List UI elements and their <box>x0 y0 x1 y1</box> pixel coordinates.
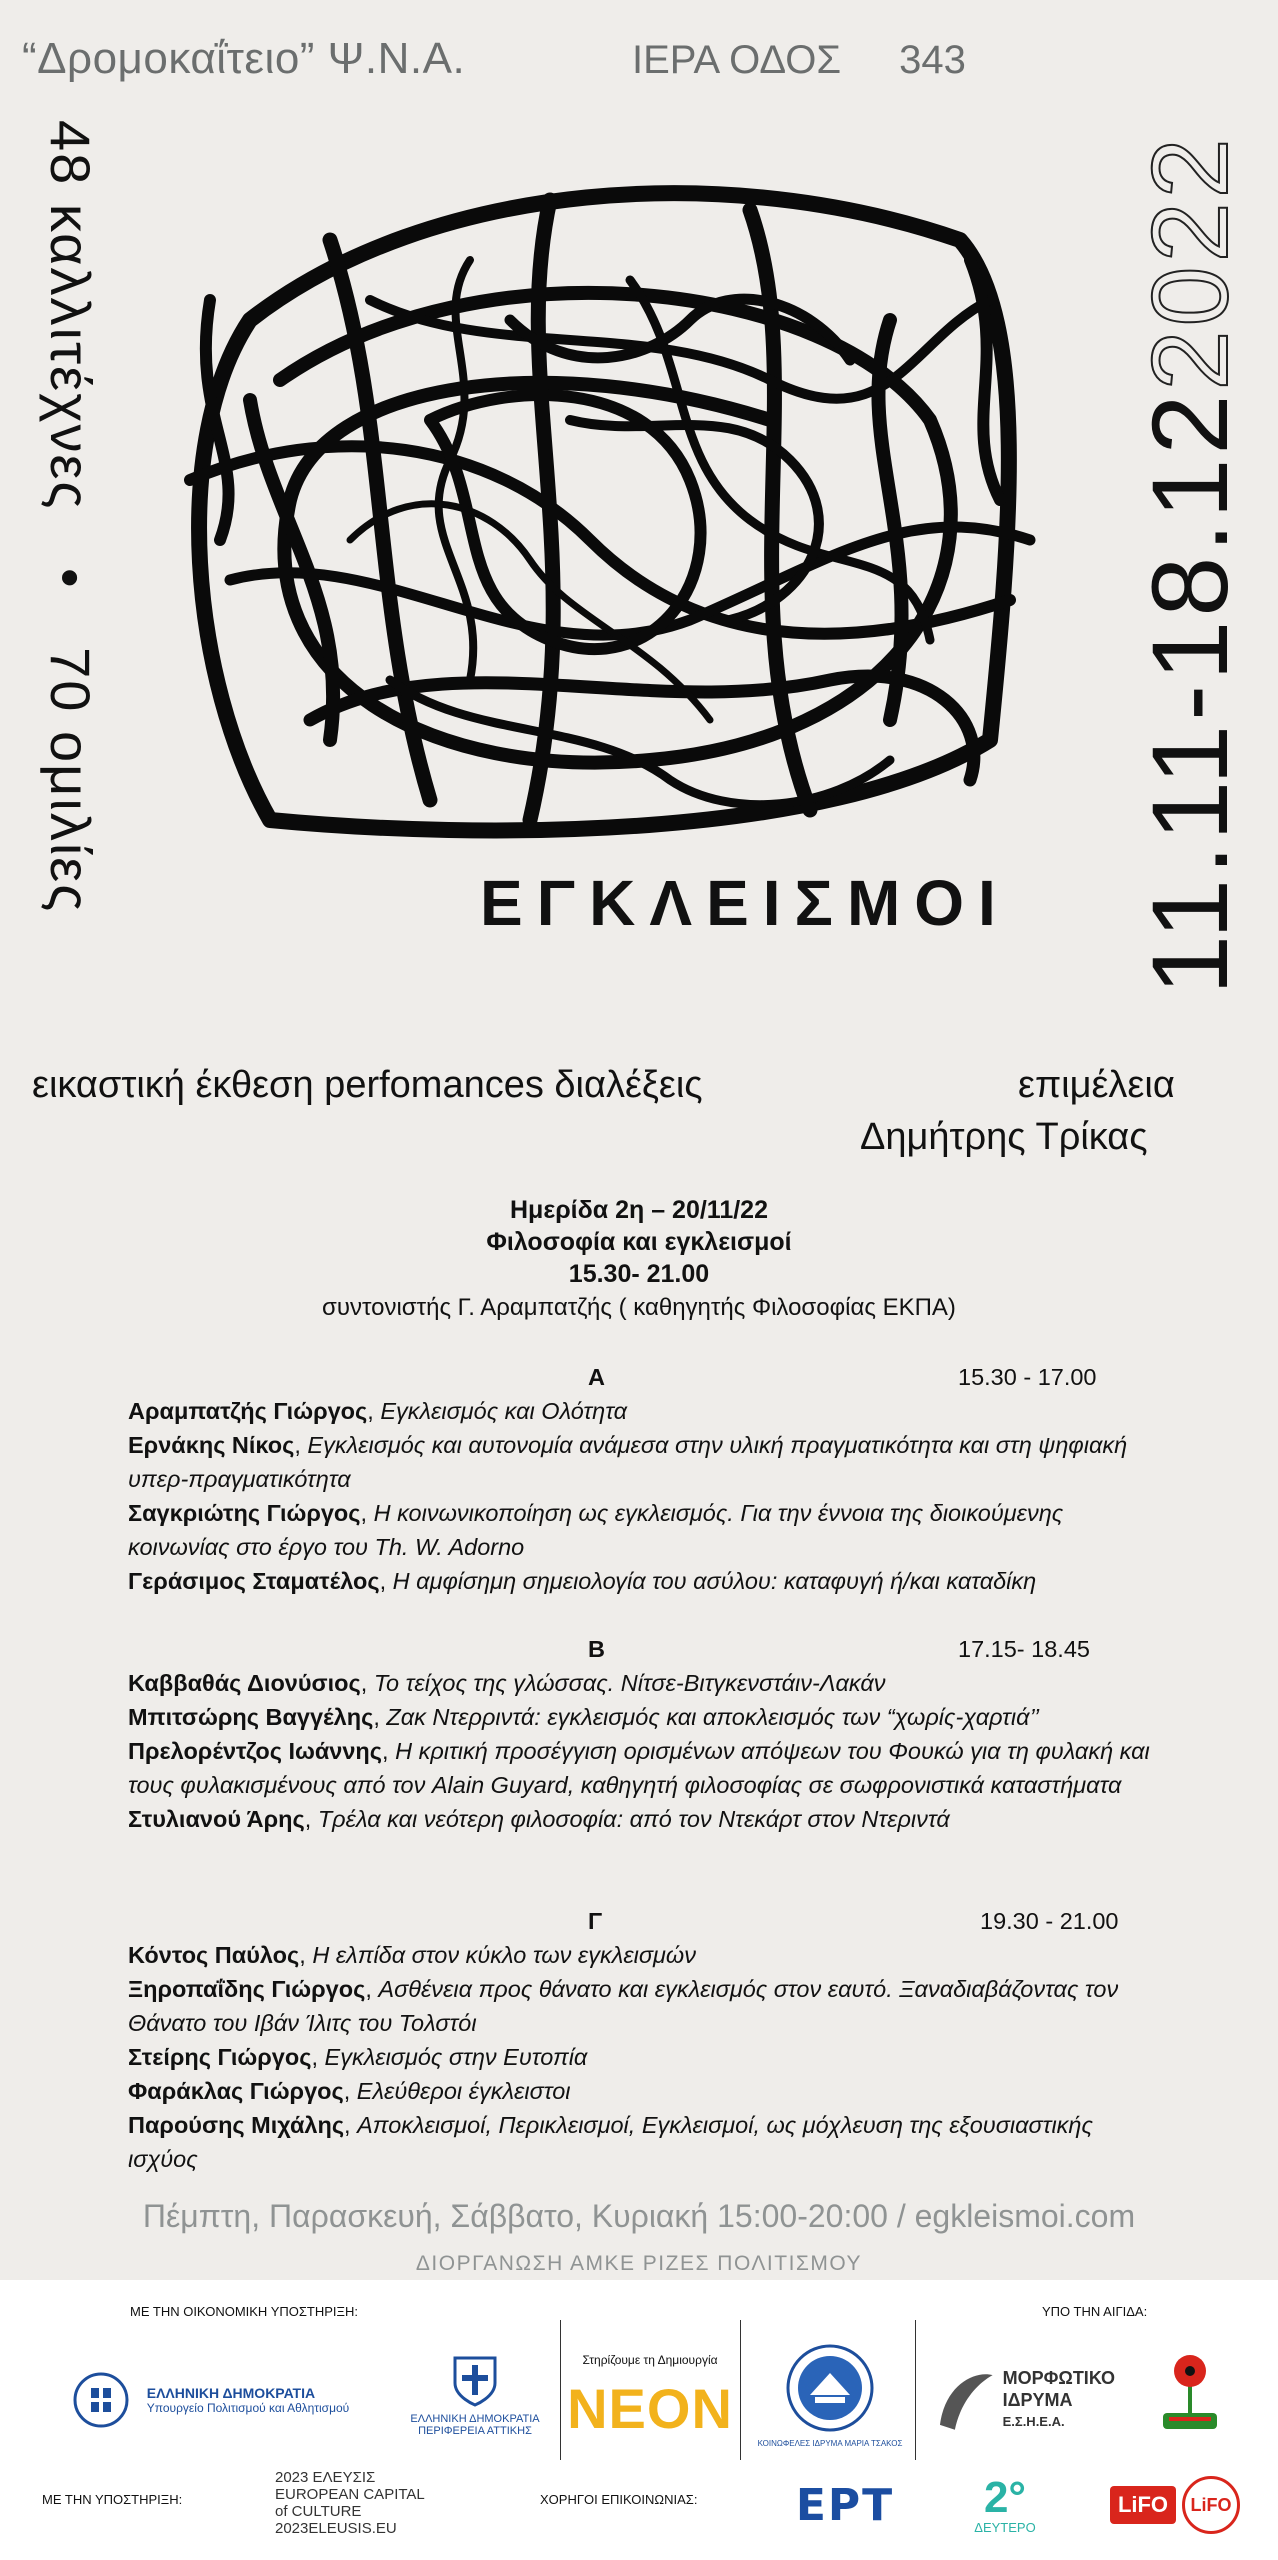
venue-name: “Δρομοκαΐτειο” Ψ.Ν.Α. <box>22 34 466 83</box>
greek-emblem-icon <box>450 2353 500 2407</box>
day-title: Ημερίδα 2η – 20/11/22 <box>509 1196 768 1224</box>
talk-item: Στείρης Γιώργος, Εγκλεισμός στην Ευτοπία <box>128 2044 588 2070</box>
speakers-count: 70 ομιλίες <box>39 647 102 914</box>
media-sponsors-label: ΧΟΡΗΓΟΙ ΕΠΙΚΟΙΝΩΝΙΑΣ: <box>540 2492 698 2507</box>
date-year: 2022 <box>1129 134 1250 391</box>
talk-item: Στυλιανού Άρης, Τρέλα και νεότερη φιλοσοφία: από τον Ντεκάρτ στον Ντεριντά <box>128 1806 950 1832</box>
ministry-sub: Υπουργείο Πολιτισμού και Αθλητισμού <box>146 2401 350 2415</box>
venue-address <box>632 38 966 83</box>
exhibition-title: ΕΓΚΛΕΙΣΜΟΙ <box>480 867 1010 939</box>
talk-item: Γεράσιμος Σταματέλος, Η αμφίσημη σημειολογία του ασύλου: καταφυγή ή/και καταδίκη <box>128 1568 1037 1594</box>
session-letter: Γ <box>588 1908 603 1934</box>
artists-count: 48 καλλιτέχνες <box>39 120 102 511</box>
ert-logo <box>780 2470 910 2540</box>
talk-title: Τρέλα και νεότερη φιλοσοφία: από τον Ντεκάρτ στον Ντεριντά <box>317 1806 950 1832</box>
side-stats <box>38 120 103 913</box>
tsakos-foundation-logo <box>750 2320 910 2470</box>
deftero-programma-logo <box>940 2465 1070 2545</box>
talk-title: Αποκλεισμοί, Περικλεισμοί, Εγκλεισμοί, ως μόχλευση της εξουσιαστικής ισχύος <box>128 2112 1093 2172</box>
ministry-name: ΕΛΛΗΝΙΚΗ ΔΗΜΟΚΡΑΤΙΑ <box>146 2385 316 2401</box>
support-label: ΜΕ ΤΗΝ ΥΠΟΣΤΗΡΙΞΗ: <box>42 2492 183 2507</box>
talk-title: Ασθένεια προς θάνατο και εγκλεισμός στον εαυτό. Ξαναδιαβάζοντας τον Θάνατο του Ιβάν Ίλιτς του Τολστόι <box>128 1976 1119 2036</box>
day-time: 15.30- 21.00 <box>568 1260 710 1288</box>
talk-title: Η αμφίσημη σημειολογία του ασύλου: καταφυγή ή/και καταδίκη <box>392 1568 1037 1594</box>
talk-title: Η ελπίδα στον κύκλο των εγκλεισμών <box>312 1942 696 1968</box>
speaker-name: Στυλιανού Άρης <box>128 1806 305 1832</box>
talk-title: Εγκλεισμός και Ολότητα <box>380 1398 628 1424</box>
opening-hours-website: Πέμπτη, Παρασκευή, Σάββατο, Κυριακή 15:00-20:00 / egkleismoi.com <box>142 2198 1136 2234</box>
neon-wordmark: NEON <box>567 2377 733 2440</box>
separator-dot: • <box>39 567 102 590</box>
talk-item: Κόντος Παύλος, Η ελπίδα στον κύκλο των εγκλεισμών <box>128 1942 696 1968</box>
session-time: 15.30 - 17.00 <box>958 1364 1097 1390</box>
talk-item: Μπιτσώρης Βαγγέλης, Ζακ Ντερριντά: εγκλεισμός και αποκλεισμός των “χωρίς-χαρτιά’’ <box>128 1704 1040 1730</box>
road-name: ΙΕΡΑ ΟΔΟΣ <box>632 38 842 82</box>
talk-title: Το τείχος της γλώσσας. Νίτσε-Βιτγκενστάιν-Λακάν <box>373 1670 886 1696</box>
region-name: ΕΛΛΗΝΙΚΗ ΔΗΜΟΚΡΑΤΙΑ <box>410 2413 540 2425</box>
region-attica-logo <box>395 2320 555 2470</box>
session-letter: Α <box>588 1364 605 1390</box>
eshea-line2: ΙΔΡΥΜΑ <box>1002 2390 1073 2410</box>
talk-title: Η κοινωνικοποίηση ως εγκλεισμός. Για την έννοια της διοικούμενης κοινωνίας στο έργο του Th. W. Adorno <box>128 1500 1064 1560</box>
foundation-caption: ΚΟΙΝΩΦΕΛΕΣ ΙΔΡΥΜΑ ΜΑΡΙΑ ΤΣΑΚΟΣ <box>757 2438 903 2448</box>
talk-title: Ελεύθεροι έγκλειστοι <box>356 2078 571 2104</box>
session-time: 19.30 - 21.00 <box>980 1908 1119 1934</box>
logo-divider <box>915 2320 916 2460</box>
elefsis-text: 2023 ΕΛΕΥΣΙΣ EUROPEAN CAPITAL of CULTURE 2023ELEUSIS.EU <box>275 2469 425 2537</box>
talk-item: Πρελορέντζος Ιωάννης, Η κριτική προσέγγιση ορισμένων απόψεων του Φουκώ για τη φυλακή και τους φυλακισμένους από τον Alain Guyard, καθηγητή φιλοσοφίας σε σωφρονιστικά καταστήματα <box>128 1738 1150 1798</box>
speaker-name: Αραμπατζής Γιώργος <box>128 1398 368 1424</box>
talk-item: Σαγκριώτης Γιώργος, Η κοινωνικοποίηση ως εγκλεισμός. Για την έννοια της διοικούμενης κοινωνίας στο έργο του Th. W. Adorno <box>128 1500 1064 1560</box>
organizer-credit: ΔΙΟΡΓΑΝΩΣΗ ΑΜΚΕ ΡΙΖΕΣ ΠΟΛΙΤΙΣΜΟΥ <box>415 2252 863 2275</box>
session-header <box>128 1360 1168 1394</box>
scribble-artwork <box>130 120 1050 900</box>
region-sub: ΠΕΡΙΦΕΡΕΙΑ ΑΤΤΙΚΗΣ <box>418 2425 532 2437</box>
neon-logo <box>567 2320 733 2470</box>
speaker-name: Ξηροπαΐδης Γιώργος <box>128 1976 366 2002</box>
curator-name: Δημήτρης Τρίκας <box>860 1116 1148 1158</box>
talk-item: Ερνάκης Νίκος, Εγκλεισμός και αυτονομία ανάμεσα στην υλική πραγματικότητα και στη ψηφιακή υπερ-πραγματικότητα <box>128 1432 1128 1492</box>
eshea-line1: ΜΟΡΦΩΤΙΚΟ <box>1002 2368 1115 2388</box>
talk-title: Εγκλεισμός και αυτονομία ανάμεσα στην υλική πραγματικότητα και στη ψηφιακή υπερ-πραγματικότητα <box>128 1432 1128 1492</box>
session-time: 17.15- 18.45 <box>958 1636 1090 1662</box>
ministry-logo <box>30 2340 390 2460</box>
speaker-name: Φαράκλας Γιώργος <box>128 2078 344 2104</box>
auspices-label: ΥΠΟ ΤΗΝ ΑΙΓΙΔΑ: <box>1042 2304 1148 2319</box>
session-c <box>128 1904 1168 2176</box>
speaker-name: Παρούσης Μιχάλης <box>128 2112 345 2138</box>
session-b <box>128 1632 1168 1836</box>
logo-divider <box>740 2320 741 2460</box>
session-letter: Β <box>588 1636 605 1662</box>
speaker-name: Κόντος Παύλος <box>128 1942 300 1968</box>
greek-emblem-icon <box>71 2370 131 2430</box>
neon-caption: Στηρίζουμε τη Δημιουργία <box>582 2353 718 2367</box>
financial-support-label: ΜΕ ΤΗΝ ΟΙΚΟΝΟΜΙΚΗ ΥΠΟΣΤΗΡΙΞΗ: <box>130 2304 358 2319</box>
exhibition-subtitle: εικαστική έκθεση perfomances διαλέξεις <box>32 1064 703 1106</box>
lifo-circle-wordmark: LiFO <box>1182 2476 1240 2534</box>
sponsor-band <box>0 2280 1278 2560</box>
eshea-logo <box>935 2340 1115 2460</box>
talk-item: Αραμπατζής Γιώργος, Εγκλεισμός και Ολότητα <box>128 1398 628 1424</box>
eshea-line3: Ε.Σ.Η.Ε.Α. <box>1002 2414 1065 2429</box>
ert-wordmark: ΕΡΤ <box>795 2479 895 2531</box>
lifo-wordmark: LiFO <box>1110 2486 1176 2524</box>
poppy-emblem-icon <box>1155 2345 1225 2435</box>
eshea-text <box>1003 2367 1115 2433</box>
talk-title: Ζακ Ντερριντά: εγκλεισμός και αποκλεισμός των “χωρίς-χαρτιά’’ <box>386 1704 1040 1730</box>
eshea-swoosh-icon <box>935 2365 995 2435</box>
elefsis-2023-logo <box>260 2468 440 2538</box>
talk-item: Φαράκλας Γιώργος, Ελεύθεροι έγκλειστοι <box>128 2078 571 2104</box>
session-a <box>128 1360 1168 1598</box>
lifo-logo <box>1100 2470 1250 2540</box>
day-theme: Φιλοσοφία και εγκλεισμοί <box>486 1228 792 1256</box>
talk-item: Καββαθάς Διονύσιος, Το τείχος της γλώσσας. Νίτσε-Βιτγκενστάιν-Λακάν <box>128 1670 886 1696</box>
speaker-name: Στείρης Γιώργος <box>128 2044 312 2070</box>
talk-item: Παρούσης Μιχάλης, Αποκλεισμοί, Περικλεισμοί, Εγκλεισμοί, ως μόχλευση της εξουσιαστικής ισχύος <box>128 2112 1093 2172</box>
deftero-name: ΔΕΥΤΕΡΟ <box>974 2519 1036 2535</box>
curator-label: επιμέλεια <box>1018 1064 1175 1106</box>
session-header <box>128 1632 1168 1666</box>
speaker-name: Ερνάκης Νίκος <box>128 1432 295 1458</box>
deftero-number: 2° <box>983 2472 1027 2522</box>
speaker-name: Καββαθάς Διονύσιος <box>128 1670 361 1696</box>
ministry-text <box>147 2385 350 2415</box>
road-number: 343 <box>899 38 966 82</box>
date-range <box>1129 115 1250 995</box>
talk-title: Εγκλεισμός στην Ευτοπία <box>324 2044 588 2070</box>
speaker-name: Γεράσιμος Σταματέλος <box>128 1568 380 1594</box>
foundation-seal-icon <box>785 2343 875 2433</box>
moderator: συντονιστής Γ. Αραμπατζής ( καθηγητής Φιλοσοφίας ΕΚΠΑ) <box>322 1294 956 1321</box>
talk-item: Ξηροπαΐδης Γιώργος, Ασθένεια προς θάνατο και εγκλεισμός στον εαυτό. Ξαναδιαβάζοντας τον Θάνατο του Ιβάν Ίλιτς του Τολστόι <box>128 1976 1119 2036</box>
speaker-name: Σαγκριώτης Γιώργος <box>128 1500 361 1526</box>
talk-title: Η κριτική προσέγγιση ορισμένων απόψεων του Φουκώ για τη φυλακή και τους φυλακισμένους από τον Alain Guyard, καθηγητή φιλοσοφίας σε σωφρονιστικά καταστήματα <box>128 1738 1150 1798</box>
date-range-main: 11.11-18.12 <box>1129 390 1250 995</box>
auspices-logo <box>1150 2330 1230 2450</box>
logo-divider <box>560 2320 561 2460</box>
speaker-name: Πρελορέντζος Ιωάννης <box>128 1738 382 1764</box>
session-header <box>128 1904 1168 1938</box>
speaker-name: Μπιτσώρης Βαγγέλης <box>128 1704 374 1730</box>
